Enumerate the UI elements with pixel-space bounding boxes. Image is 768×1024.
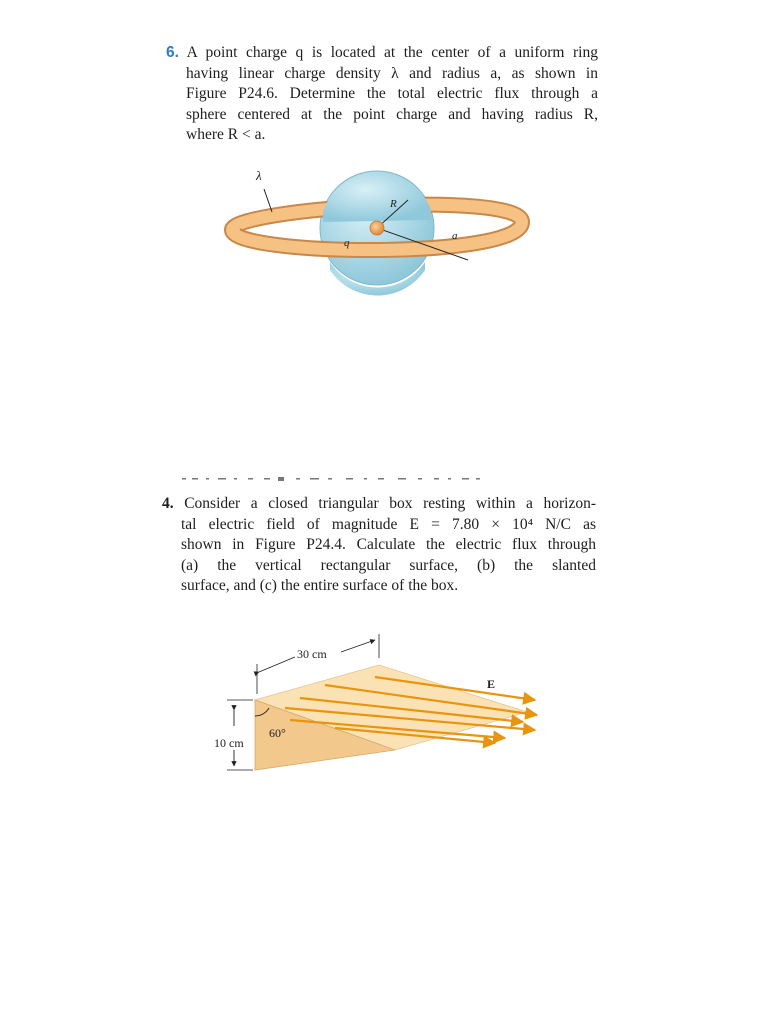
length-label: 30 cm (297, 647, 327, 661)
problem-4-line-5: surface, and (c) the entire surface of the box. (181, 577, 459, 595)
field-label: E (487, 677, 496, 691)
problem-4-line-1: 4. Consider a closed triangular box resting within a horizon- (162, 495, 597, 512)
cut-off-text-fragment (178, 476, 558, 482)
problem-4 (162, 494, 596, 597)
height-label: 10 cm (214, 736, 244, 750)
R-label: R (390, 198, 397, 210)
problem-6 (166, 43, 598, 146)
problem-4-line-2: tal electric field of magnitude E = 7.80 × 10⁴ N/C as (181, 515, 596, 533)
problem-6-line-4: sphere centered at the point charge and having radius R, (186, 105, 598, 123)
q-label: q (344, 237, 350, 249)
figure-triangular-box (205, 630, 550, 780)
figure-ring-sphere (220, 160, 540, 300)
problem-6-line-3: Figure P24.6. Determine the total electric flux through a (186, 85, 598, 103)
point-charge (370, 221, 384, 235)
angle-label: 60° (269, 726, 286, 740)
problem-number: 4. (162, 495, 174, 512)
problem-6-line-5: where R < a. (186, 126, 266, 144)
problem-number: 6. (166, 44, 179, 61)
problem-4-line-4: (a) the vertical rectangular surface, (b) the slanted (181, 556, 596, 574)
problem-6-line-2: having linear charge density λ and radius a, as shown in (186, 64, 598, 82)
length-dimension-line (259, 657, 295, 672)
problem-4-line-3: shown in Figure P24.4. Calculate the electric flux through (181, 536, 596, 554)
lambda-label: λ (256, 168, 262, 183)
a-label: a (452, 230, 458, 242)
problem-6-line-1: 6. A point charge q is located at the center of a uniform ring (166, 44, 598, 61)
